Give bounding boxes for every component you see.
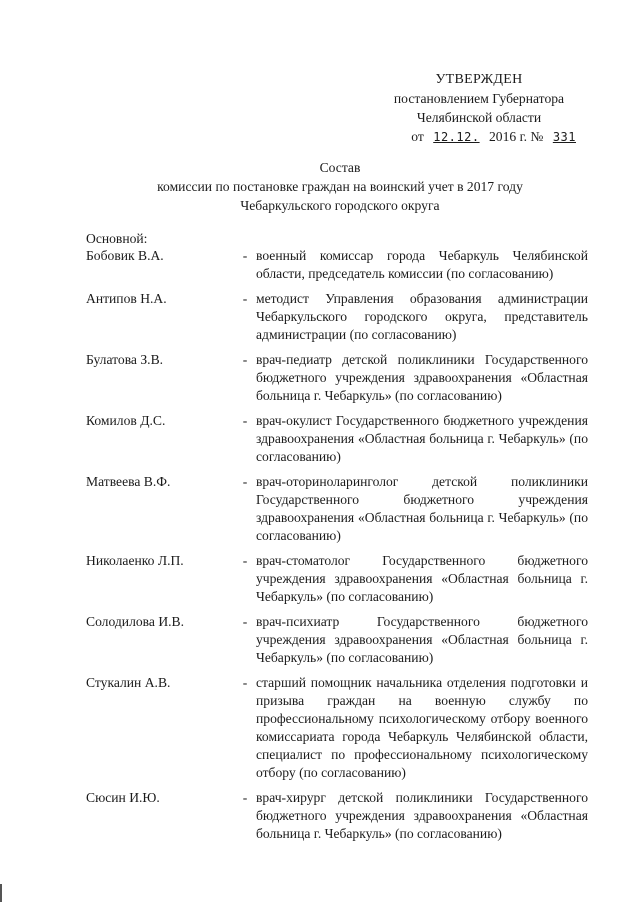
member-name: Сюсин И.Ю. [86, 790, 160, 805]
document-title [80, 158, 600, 215]
member-name: Николаенко Л.П. [86, 553, 184, 568]
approval-heading: УТВЕРЖДЕН [435, 72, 523, 87]
member-name: Стукалин А.В. [86, 675, 171, 690]
member-dash: - [242, 790, 248, 805]
member-dash: - [242, 248, 248, 263]
title-line-2: комиссии по постановке граждан на воинский учет в 2017 году [157, 179, 523, 194]
member-name: Солодилова И.В. [86, 614, 184, 629]
member-row [86, 674, 588, 782]
member-dash: - [242, 474, 248, 489]
member-role: врач-оториноларинголог детской поликлиники Государственного бюджетного учреждения здравоохранения «Областная больница г. Чебаркуль» (по согласованию) [256, 474, 588, 543]
member-dash: - [242, 614, 248, 629]
member-role: врач-стоматолог Государственного бюджетного учреждения здравоохранения «Областная больница г. Чебаркуль» (по согласованию) [256, 553, 588, 604]
date-prefix: от [411, 129, 424, 144]
member-dash: - [242, 413, 248, 428]
title-line-3: Чебаркульского городского округа [240, 198, 440, 213]
member-role: врач-педиатр детской поликлиники Государственного бюджетного учреждения здравоохранения «Областная больница г. Чебаркуль» (по согласованию) [256, 352, 588, 403]
member-row [86, 552, 588, 606]
members-list [86, 247, 588, 850]
member-role: врач-психиатр Государственного бюджетного учреждения здравоохранения «Областная больница г. Чебаркуль» (по согласованию) [256, 614, 588, 665]
member-dash: - [242, 352, 248, 367]
handwritten-number: 331 [552, 130, 576, 144]
member-row [86, 412, 588, 466]
member-row [86, 613, 588, 667]
member-row [86, 247, 588, 283]
member-role: военный комиссар города Чебаркуль Челябинской области, председатель комиссии (по согласованию) [256, 248, 588, 281]
member-name: Бобовик В.А. [86, 248, 164, 263]
member-dash: - [242, 553, 248, 568]
scan-edge-mark [0, 884, 2, 902]
member-name: Комилов Д.С. [86, 413, 166, 428]
approval-block [374, 70, 584, 147]
member-role: старший помощник начальника отделения подготовки и призыва граждан на военную службу по профессиональному психологическому отбору военного комиссариата города Чебаркуль Челябинской области, специалист по профессиональному психологическому отбору (по согласованию) [256, 675, 588, 780]
member-row [86, 473, 588, 545]
date-mid: 2016 г. № [489, 129, 544, 144]
section-label: Основной: [86, 231, 148, 246]
member-name: Булатова З.В. [86, 352, 164, 367]
member-dash: - [242, 675, 248, 690]
member-row [86, 290, 588, 344]
member-role: врач-окулист Государственного бюджетного учреждения здравоохранения «Областная больница г. Чебаркуль» (по согласованию) [256, 413, 588, 464]
member-name: Антипов Н.А. [86, 291, 167, 306]
member-role: врач-хирург детской поликлиники Государственного бюджетного учреждения здравоохранения «Областная больница г. Чебаркуль» (по согласованию) [256, 790, 588, 841]
approval-line-1: постановлением Губернатора [393, 91, 565, 106]
member-name: Матвеева В.Ф. [86, 474, 171, 489]
member-row [86, 351, 588, 405]
member-dash: - [242, 291, 248, 306]
member-role: методист Управления образования администрации Чебаркульского городского округа, представитель администрации (по согласованию) [256, 291, 588, 342]
member-row [86, 789, 588, 843]
title-line-1: Состав [319, 160, 361, 175]
approval-line-2: Челябинской области [416, 110, 542, 125]
handwritten-date: 12.12. [433, 130, 480, 144]
approval-date-line [374, 127, 584, 147]
